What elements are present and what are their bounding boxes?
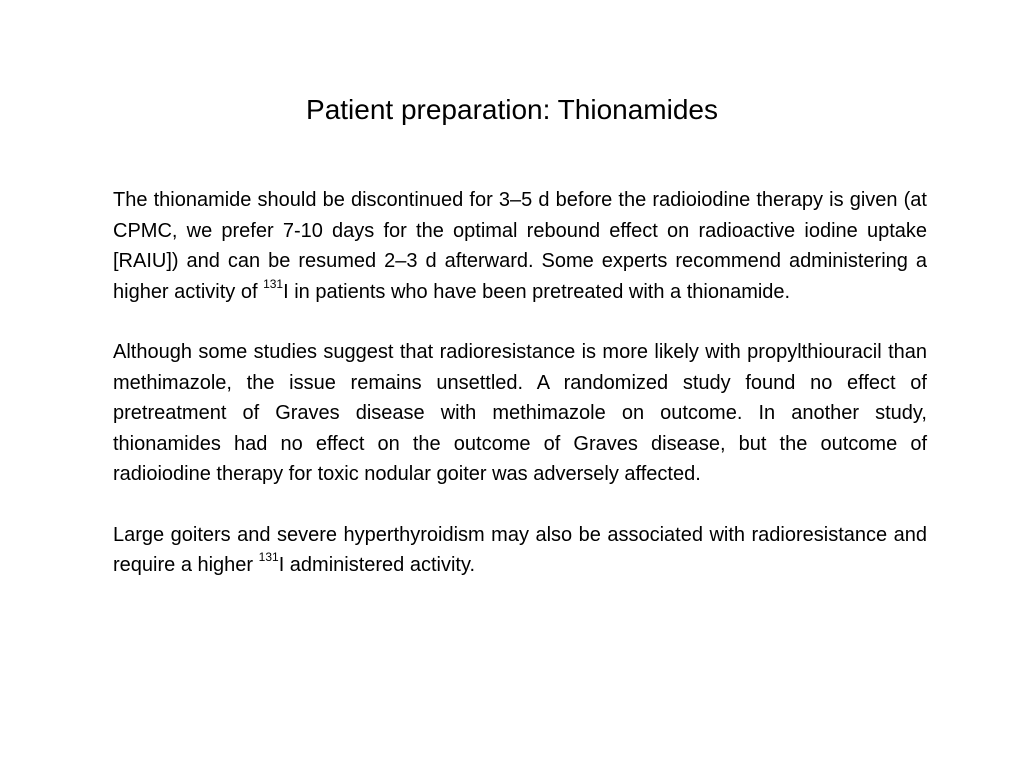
isotope-superscript: 131 — [258, 550, 279, 565]
paragraph-text-after: I administered activity. — [278, 554, 476, 576]
paragraph-discontinuation — [113, 185, 927, 307]
slide-title: Patient preparation: Thionamides — [306, 94, 718, 125]
paragraph-large-goiters — [113, 520, 927, 581]
paragraph-radioresistance — [113, 337, 927, 490]
paragraph-text: Large goiters and severe hyperthyroidism may also be associated with radioresistance and require a higher — [113, 523, 927, 576]
paragraph-text-after: I in patients who have been pretreated with a thionamide. — [283, 280, 791, 303]
slide-body — [113, 185, 927, 611]
paragraph-text: Although some studies suggest that radioresistance is more likely with propylthiouracil than methimazole, the issue remains unsettled. A randomized study found no effect of pretreatment of Graves disease with methimazole on outcome. In another study, thionamides had no effect on the outcome of Graves disease, but the outcome of radioiodine therapy for toxic nodular goiter was adversely affected. — [113, 341, 927, 485]
isotope-superscript: 131 — [263, 276, 284, 291]
paragraph-text: The thionamide should be discontinued for 3–5 d before the radioiodine therapy is given (at CPMC, we prefer 7-10 days for the optimal rebound effect on radioactive iodine uptake [RAIU]) and can be resumed 2–3 d afterward. Some experts recommend administering a higher activity of — [113, 189, 927, 303]
